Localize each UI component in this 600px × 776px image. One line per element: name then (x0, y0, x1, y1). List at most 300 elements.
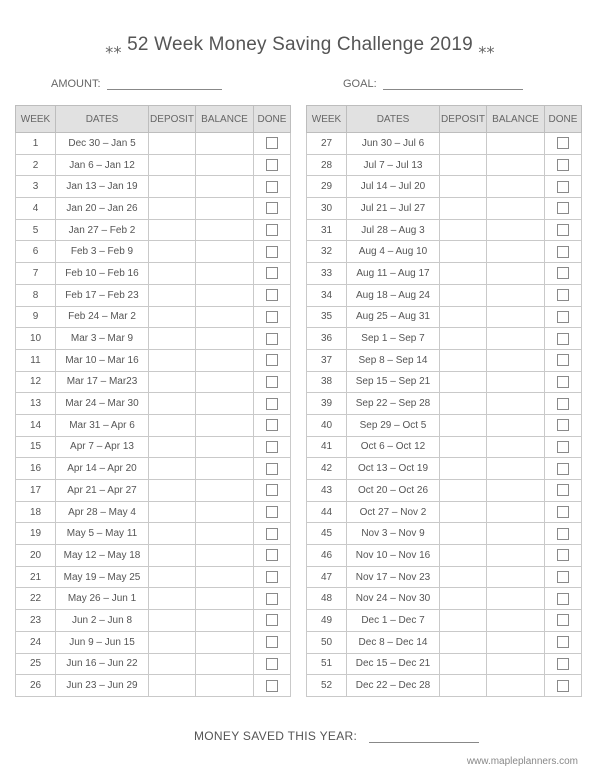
deposit-cell[interactable] (440, 219, 487, 241)
website-url: www.mapleplanners.com (466, 756, 578, 767)
table-row (307, 306, 582, 328)
deposit-cell[interactable] (440, 133, 487, 155)
week-number-cell: 1 (16, 133, 56, 155)
done-checkbox[interactable] (266, 137, 278, 149)
table-row (16, 133, 291, 155)
table-row (307, 328, 582, 350)
balance-cell[interactable] (487, 393, 545, 415)
balance-cell[interactable] (196, 523, 254, 545)
deposit-cell[interactable] (440, 154, 487, 176)
dates-cell: Feb 10 – Feb 16 (56, 263, 149, 285)
week-number-cell: 32 (307, 241, 347, 263)
deposit-cell[interactable] (149, 545, 196, 567)
done-checkbox[interactable] (266, 419, 278, 431)
done-cell (254, 566, 291, 588)
dates-cell: Dec 15 – Dec 21 (347, 653, 440, 675)
deposit-cell[interactable] (440, 241, 487, 263)
deposit-cell[interactable] (149, 371, 196, 393)
table-row (307, 653, 582, 675)
done-checkbox[interactable] (557, 528, 569, 540)
balance-cell[interactable] (196, 501, 254, 523)
table-row (307, 371, 582, 393)
dates-cell: Jan 6 – Jan 12 (56, 154, 149, 176)
done-checkbox[interactable] (266, 549, 278, 561)
deposit-cell[interactable] (440, 328, 487, 350)
done-cell (254, 588, 291, 610)
done-cell (545, 631, 582, 653)
done-checkbox[interactable] (266, 658, 278, 670)
amount-input-line[interactable] (107, 77, 222, 90)
deposit-cell[interactable] (149, 523, 196, 545)
balance-cell[interactable] (196, 306, 254, 328)
done-checkbox[interactable] (557, 289, 569, 301)
table-row (16, 284, 291, 306)
balance-cell[interactable] (487, 523, 545, 545)
table-row (16, 328, 291, 350)
deposit-cell[interactable] (149, 133, 196, 155)
dates-cell: Apr 28 – May 4 (56, 501, 149, 523)
deposit-cell[interactable] (440, 263, 487, 285)
done-checkbox[interactable] (557, 267, 569, 279)
balance-cell[interactable] (487, 501, 545, 523)
money-saved-label: MONEY SAVED THIS YEAR: (194, 729, 358, 743)
table-row (16, 588, 291, 610)
dates-cell: Oct 13 – Oct 19 (347, 458, 440, 480)
week-number-cell: 36 (307, 328, 347, 350)
balance-cell[interactable] (487, 545, 545, 567)
deposit-cell[interactable] (149, 566, 196, 588)
done-checkbox[interactable] (557, 137, 569, 149)
done-cell (545, 263, 582, 285)
done-checkbox[interactable] (557, 398, 569, 410)
done-checkbox[interactable] (557, 614, 569, 626)
balance-cell[interactable] (196, 263, 254, 285)
balance-cell[interactable] (487, 328, 545, 350)
deposit-cell[interactable] (149, 458, 196, 480)
balance-cell[interactable] (487, 653, 545, 675)
week-number-cell: 30 (307, 198, 347, 220)
table-row (307, 588, 582, 610)
balance-cell[interactable] (196, 414, 254, 436)
done-checkbox[interactable] (557, 658, 569, 670)
week-number-cell: 21 (16, 566, 56, 588)
dates-cell: Dec 30 – Jan 5 (56, 133, 149, 155)
deposit-cell[interactable] (149, 501, 196, 523)
done-cell (545, 675, 582, 697)
dates-cell: Nov 10 – Nov 16 (347, 545, 440, 567)
asterisk-decoration-right: ⁎⁎ (478, 40, 495, 57)
dates-cell: Sep 8 – Sep 14 (347, 349, 440, 371)
weeks-table-second-half (306, 105, 582, 697)
done-cell (545, 436, 582, 458)
done-checkbox[interactable] (266, 246, 278, 258)
done-checkbox[interactable] (266, 181, 278, 193)
deposit-cell[interactable] (440, 653, 487, 675)
done-cell (545, 610, 582, 632)
done-checkbox[interactable] (557, 484, 569, 496)
done-checkbox[interactable] (557, 224, 569, 236)
deposit-cell[interactable] (440, 631, 487, 653)
balance-cell[interactable] (487, 458, 545, 480)
dates-cell: Apr 14 – Apr 20 (56, 458, 149, 480)
deposit-cell[interactable] (149, 349, 196, 371)
dates-cell: Nov 3 – Nov 9 (347, 523, 440, 545)
deposit-cell[interactable] (149, 436, 196, 458)
balance-cell[interactable] (196, 133, 254, 155)
dates-cell: Jun 2 – Jun 8 (56, 610, 149, 632)
done-checkbox[interactable] (266, 636, 278, 648)
done-cell (254, 241, 291, 263)
done-checkbox[interactable] (557, 549, 569, 561)
deposit-cell[interactable] (440, 393, 487, 415)
done-checkbox[interactable] (557, 680, 569, 692)
dates-cell: May 5 – May 11 (56, 523, 149, 545)
deposit-cell[interactable] (440, 675, 487, 697)
week-number-cell: 48 (307, 588, 347, 610)
week-number-cell: 52 (307, 675, 347, 697)
week-number-cell: 13 (16, 393, 56, 415)
table-row (307, 219, 582, 241)
dates-cell: Aug 11 – Aug 17 (347, 263, 440, 285)
week-number-cell: 22 (16, 588, 56, 610)
table-row (16, 436, 291, 458)
done-checkbox[interactable] (266, 159, 278, 171)
week-number-cell: 11 (16, 349, 56, 371)
title-text: 52 Week Money Saving Challenge 2019 (127, 34, 473, 55)
week-number-cell: 39 (307, 393, 347, 415)
done-checkbox[interactable] (266, 376, 278, 388)
goal-field (343, 77, 523, 90)
week-number-cell: 4 (16, 198, 56, 220)
table-row (307, 501, 582, 523)
week-number-cell: 16 (16, 458, 56, 480)
column-header-week: WEEK (307, 106, 347, 133)
table-row (16, 501, 291, 523)
dates-cell: Jun 30 – Jul 6 (347, 133, 440, 155)
done-cell (254, 263, 291, 285)
deposit-cell[interactable] (440, 588, 487, 610)
balance-cell[interactable] (487, 349, 545, 371)
done-checkbox[interactable] (266, 484, 278, 496)
dates-cell: Jun 16 – Jun 22 (56, 653, 149, 675)
table-row (307, 198, 582, 220)
done-cell (545, 393, 582, 415)
deposit-cell[interactable] (149, 241, 196, 263)
deposit-cell[interactable] (149, 306, 196, 328)
balance-cell[interactable] (196, 480, 254, 502)
table-row (16, 523, 291, 545)
column-header-dates: DATES (56, 106, 149, 133)
week-number-cell: 31 (307, 219, 347, 241)
done-checkbox[interactable] (557, 333, 569, 345)
done-cell (254, 371, 291, 393)
deposit-cell[interactable] (440, 306, 487, 328)
amount-label: AMOUNT: (51, 78, 101, 90)
week-number-cell: 28 (307, 154, 347, 176)
done-checkbox[interactable] (266, 267, 278, 279)
done-cell (545, 284, 582, 306)
deposit-cell[interactable] (149, 154, 196, 176)
dates-cell: Dec 22 – Dec 28 (347, 675, 440, 697)
week-number-cell: 10 (16, 328, 56, 350)
done-checkbox[interactable] (557, 354, 569, 366)
deposit-cell[interactable] (149, 675, 196, 697)
deposit-cell[interactable] (440, 436, 487, 458)
balance-cell[interactable] (487, 631, 545, 653)
balance-cell[interactable] (196, 241, 254, 263)
done-checkbox[interactable] (266, 463, 278, 475)
week-number-cell: 34 (307, 284, 347, 306)
done-checkbox[interactable] (557, 246, 569, 258)
week-number-cell: 35 (307, 306, 347, 328)
done-checkbox[interactable] (266, 354, 278, 366)
table-row (307, 154, 582, 176)
balance-cell[interactable] (487, 588, 545, 610)
table-row (307, 349, 582, 371)
done-checkbox[interactable] (557, 593, 569, 605)
deposit-cell[interactable] (440, 480, 487, 502)
column-header-done: DONE (545, 106, 582, 133)
dates-cell: Sep 1 – Sep 7 (347, 328, 440, 350)
deposit-cell[interactable] (149, 414, 196, 436)
done-checkbox[interactable] (266, 398, 278, 410)
table-row (307, 263, 582, 285)
balance-cell[interactable] (487, 414, 545, 436)
table-row (307, 545, 582, 567)
done-checkbox[interactable] (557, 506, 569, 518)
column-header-balance: BALANCE (196, 106, 254, 133)
balance-cell[interactable] (487, 480, 545, 502)
balance-cell[interactable] (196, 545, 254, 567)
done-cell (545, 545, 582, 567)
balance-cell[interactable] (487, 675, 545, 697)
deposit-cell[interactable] (440, 349, 487, 371)
table-row (16, 154, 291, 176)
deposit-cell[interactable] (149, 393, 196, 415)
week-number-cell: 8 (16, 284, 56, 306)
table-row (307, 631, 582, 653)
done-checkbox[interactable] (266, 593, 278, 605)
done-cell (254, 328, 291, 350)
balance-cell[interactable] (196, 154, 254, 176)
done-cell (254, 176, 291, 198)
table-row (307, 523, 582, 545)
done-cell (545, 414, 582, 436)
balance-cell[interactable] (196, 675, 254, 697)
dates-cell: May 26 – Jun 1 (56, 588, 149, 610)
done-checkbox[interactable] (557, 441, 569, 453)
balance-cell[interactable] (487, 263, 545, 285)
done-checkbox[interactable] (266, 441, 278, 453)
done-checkbox[interactable] (266, 289, 278, 301)
done-checkbox[interactable] (557, 181, 569, 193)
week-number-cell: 2 (16, 154, 56, 176)
done-checkbox[interactable] (557, 571, 569, 583)
done-cell (545, 501, 582, 523)
deposit-cell[interactable] (440, 458, 487, 480)
done-checkbox[interactable] (557, 419, 569, 431)
balance-cell[interactable] (196, 653, 254, 675)
table-row (16, 458, 291, 480)
done-checkbox[interactable] (266, 333, 278, 345)
done-cell (545, 133, 582, 155)
balance-cell[interactable] (487, 176, 545, 198)
balance-cell[interactable] (487, 610, 545, 632)
done-cell (545, 154, 582, 176)
dates-cell: Nov 24 – Nov 30 (347, 588, 440, 610)
balance-cell[interactable] (487, 284, 545, 306)
week-number-cell: 24 (16, 631, 56, 653)
done-checkbox[interactable] (266, 528, 278, 540)
deposit-cell[interactable] (149, 263, 196, 285)
dates-cell: Dec 1 – Dec 7 (347, 610, 440, 632)
week-number-cell: 9 (16, 306, 56, 328)
balance-cell[interactable] (487, 219, 545, 241)
done-cell (254, 675, 291, 697)
done-checkbox[interactable] (557, 159, 569, 171)
balance-cell[interactable] (196, 284, 254, 306)
table-row (307, 284, 582, 306)
done-checkbox[interactable] (557, 376, 569, 388)
week-number-cell: 17 (16, 480, 56, 502)
dates-cell: Aug 18 – Aug 24 (347, 284, 440, 306)
week-number-cell: 33 (307, 263, 347, 285)
deposit-cell[interactable] (149, 588, 196, 610)
column-header-balance: BALANCE (487, 106, 545, 133)
balance-cell[interactable] (196, 328, 254, 350)
done-checkbox[interactable] (557, 202, 569, 214)
week-number-cell: 46 (307, 545, 347, 567)
week-number-cell: 27 (307, 133, 347, 155)
dates-cell: Jul 28 – Aug 3 (347, 219, 440, 241)
week-number-cell: 15 (16, 436, 56, 458)
done-checkbox[interactable] (266, 224, 278, 236)
week-number-cell: 5 (16, 219, 56, 241)
dates-cell: Oct 6 – Oct 12 (347, 436, 440, 458)
deposit-cell[interactable] (149, 480, 196, 502)
deposit-cell[interactable] (440, 523, 487, 545)
balance-cell[interactable] (196, 349, 254, 371)
table-row (16, 219, 291, 241)
week-number-cell: 18 (16, 501, 56, 523)
deposit-cell[interactable] (149, 631, 196, 653)
deposit-cell[interactable] (149, 610, 196, 632)
column-header-deposit: DEPOSIT (149, 106, 196, 133)
balance-cell[interactable] (196, 371, 254, 393)
table-row (307, 133, 582, 155)
done-cell (254, 133, 291, 155)
done-checkbox[interactable] (266, 506, 278, 518)
week-number-cell: 3 (16, 176, 56, 198)
week-number-cell: 26 (16, 675, 56, 697)
dates-cell: Mar 17 – Mar23 (56, 371, 149, 393)
balance-cell[interactable] (487, 371, 545, 393)
done-cell (545, 588, 582, 610)
balance-cell[interactable] (196, 566, 254, 588)
deposit-cell[interactable] (440, 545, 487, 567)
week-number-cell: 14 (16, 414, 56, 436)
balance-cell[interactable] (487, 306, 545, 328)
week-number-cell: 23 (16, 610, 56, 632)
deposit-cell[interactable] (440, 414, 487, 436)
deposit-cell[interactable] (440, 176, 487, 198)
deposit-cell[interactable] (440, 284, 487, 306)
table-row (307, 393, 582, 415)
done-checkbox[interactable] (557, 636, 569, 648)
deposit-cell[interactable] (440, 610, 487, 632)
goal-input-line[interactable] (383, 77, 523, 90)
week-number-cell: 43 (307, 480, 347, 502)
balance-cell[interactable] (196, 588, 254, 610)
balance-cell[interactable] (196, 610, 254, 632)
balance-cell[interactable] (196, 219, 254, 241)
balance-cell[interactable] (487, 154, 545, 176)
deposit-cell[interactable] (149, 284, 196, 306)
done-cell (545, 241, 582, 263)
table-row (16, 675, 291, 697)
done-checkbox[interactable] (266, 202, 278, 214)
balance-cell[interactable] (487, 436, 545, 458)
money-saved-input-line[interactable] (369, 730, 479, 743)
deposit-cell[interactable] (440, 198, 487, 220)
deposit-cell[interactable] (149, 328, 196, 350)
done-cell (254, 631, 291, 653)
deposit-cell[interactable] (149, 653, 196, 675)
balance-cell[interactable] (487, 241, 545, 263)
deposit-cell[interactable] (440, 371, 487, 393)
table-row (307, 675, 582, 697)
deposit-cell[interactable] (149, 219, 196, 241)
balance-cell[interactable] (196, 458, 254, 480)
dates-cell: Jan 13 – Jan 19 (56, 176, 149, 198)
balance-cell[interactable] (487, 198, 545, 220)
balance-cell[interactable] (196, 393, 254, 415)
balance-cell[interactable] (487, 566, 545, 588)
table-row (16, 176, 291, 198)
table-row (16, 198, 291, 220)
deposit-cell[interactable] (440, 501, 487, 523)
done-checkbox[interactable] (266, 680, 278, 692)
done-checkbox[interactable] (557, 311, 569, 323)
done-cell (254, 545, 291, 567)
money-saved-total (194, 729, 479, 743)
table-row (307, 458, 582, 480)
deposit-cell[interactable] (149, 198, 196, 220)
done-checkbox[interactable] (266, 311, 278, 323)
balance-cell[interactable] (196, 436, 254, 458)
done-checkbox[interactable] (266, 571, 278, 583)
table-row (16, 566, 291, 588)
balance-cell[interactable] (196, 176, 254, 198)
balance-cell[interactable] (196, 198, 254, 220)
done-cell (254, 284, 291, 306)
done-cell (254, 306, 291, 328)
deposit-cell[interactable] (440, 566, 487, 588)
done-cell (545, 458, 582, 480)
dates-cell: Sep 22 – Sep 28 (347, 393, 440, 415)
done-cell (545, 219, 582, 241)
dates-cell: Oct 20 – Oct 26 (347, 480, 440, 502)
done-checkbox[interactable] (266, 614, 278, 626)
balance-cell[interactable] (487, 133, 545, 155)
column-header-week: WEEK (16, 106, 56, 133)
balance-cell[interactable] (196, 631, 254, 653)
week-number-cell: 41 (307, 436, 347, 458)
table-row (307, 480, 582, 502)
week-number-cell: 12 (16, 371, 56, 393)
done-checkbox[interactable] (557, 463, 569, 475)
deposit-cell[interactable] (149, 176, 196, 198)
